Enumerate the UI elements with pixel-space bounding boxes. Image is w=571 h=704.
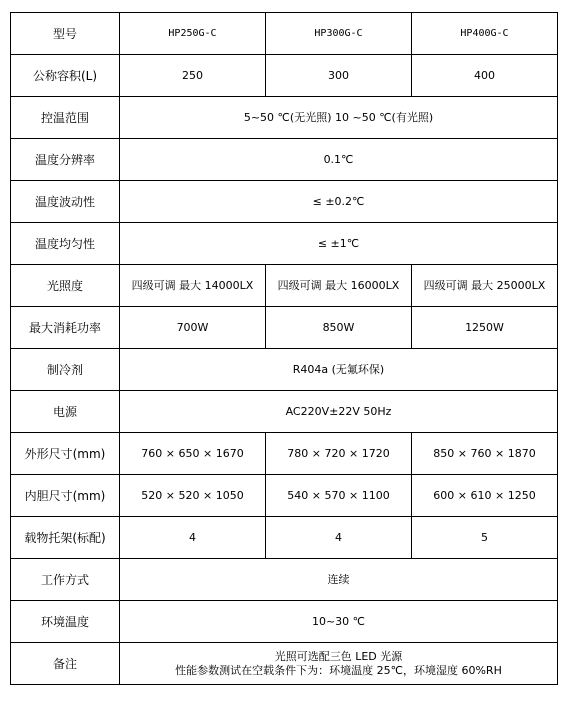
power-hp300: 850W <box>266 307 412 349</box>
ambient-temp-value: 10~30 ℃ <box>120 601 558 643</box>
row-inner-dimensions <box>11 475 558 517</box>
power-hp400: 1250W <box>412 307 558 349</box>
outer-dim-hp300: 780 × 720 × 1720 <box>266 433 412 475</box>
row-volume <box>11 55 558 97</box>
label-temp-resolution: 温度分辨率 <box>11 139 120 181</box>
row-temp-uniformity <box>11 223 558 265</box>
row-temp-resolution <box>11 139 558 181</box>
shelves-hp400: 5 <box>412 517 558 559</box>
label-shelves: 载物托架(标配) <box>11 517 120 559</box>
row-model <box>11 13 558 55</box>
row-power-supply <box>11 391 558 433</box>
model-hp300: HP300G-C <box>266 13 412 55</box>
label-power-supply: 电源 <box>11 391 120 433</box>
shelves-hp250: 4 <box>120 517 266 559</box>
volume-hp250: 250 <box>120 55 266 97</box>
temp-fluctuation-value: ≤ ±0.2℃ <box>120 181 558 223</box>
temp-resolution-value: 0.1℃ <box>120 139 558 181</box>
label-temp-fluctuation: 温度波动性 <box>11 181 120 223</box>
power-supply-value: AC220V±22V 50Hz <box>120 391 558 433</box>
row-ambient-temp <box>11 601 558 643</box>
label-illuminance: 光照度 <box>11 265 120 307</box>
volume-hp400: 400 <box>412 55 558 97</box>
label-temp-range: 控温范围 <box>11 97 120 139</box>
label-ambient-temp: 环境温度 <box>11 601 120 643</box>
model-hp400: HP400G-C <box>412 13 558 55</box>
illuminance-hp400: 四级可调 最大 25000LX <box>412 265 558 307</box>
inner-dim-hp300: 540 × 570 × 1100 <box>266 475 412 517</box>
volume-hp300: 300 <box>266 55 412 97</box>
operation-mode-value: 连续 <box>120 559 558 601</box>
model-hp250: HP250G-C <box>120 13 266 55</box>
inner-dim-hp250: 520 × 520 × 1050 <box>120 475 266 517</box>
label-refrigerant: 制冷剂 <box>11 349 120 391</box>
temp-uniformity-value: ≤ ±1℃ <box>120 223 558 265</box>
row-refrigerant <box>11 349 558 391</box>
spec-table <box>10 12 558 685</box>
row-outer-dimensions <box>11 433 558 475</box>
label-notes: 备注 <box>11 643 120 685</box>
temp-range-value: 5~50 ℃(无光照) 10 ~50 ℃(有光照) <box>120 97 558 139</box>
label-model: 型号 <box>11 13 120 55</box>
refrigerant-value: R404a (无氟环保) <box>120 349 558 391</box>
row-notes <box>11 643 558 685</box>
label-operation-mode: 工作方式 <box>11 559 120 601</box>
row-temp-range <box>11 97 558 139</box>
row-shelves <box>11 517 558 559</box>
notes-value <box>120 643 558 685</box>
row-temp-fluctuation <box>11 181 558 223</box>
label-temp-uniformity: 温度均匀性 <box>11 223 120 265</box>
outer-dim-hp400: 850 × 760 × 1870 <box>412 433 558 475</box>
shelves-hp300: 4 <box>266 517 412 559</box>
label-volume: 公称容积(L) <box>11 55 120 97</box>
power-hp250: 700W <box>120 307 266 349</box>
inner-dim-hp400: 600 × 610 × 1250 <box>412 475 558 517</box>
label-max-power: 最大消耗功率 <box>11 307 120 349</box>
row-operation-mode <box>11 559 558 601</box>
illuminance-hp300: 四级可调 最大 16000LX <box>266 265 412 307</box>
note-line-1: 光照可选配三色 LED 光源 <box>274 649 403 663</box>
illuminance-hp250: 四级可调 最大 14000LX <box>120 265 266 307</box>
row-illuminance <box>11 265 558 307</box>
row-max-power <box>11 307 558 349</box>
outer-dim-hp250: 760 × 650 × 1670 <box>120 433 266 475</box>
note-line-2: 性能参数测试在空载条件下为：环境温度 25℃，环境湿度 60%RH <box>175 663 502 677</box>
label-inner-dimensions: 内胆尺寸(mm) <box>11 475 120 517</box>
label-outer-dimensions: 外形尺寸(mm) <box>11 433 120 475</box>
